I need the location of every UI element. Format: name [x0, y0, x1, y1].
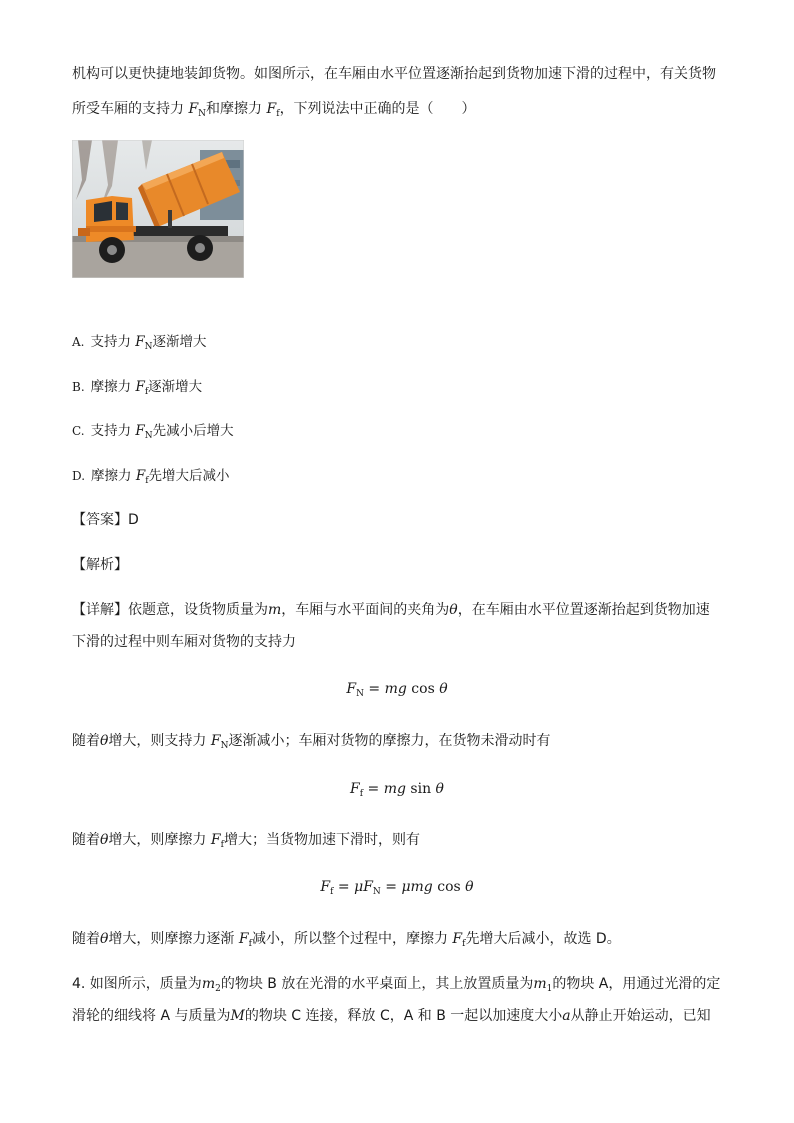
answer-value: D [128, 512, 139, 528]
paragraph-2: 随着θ增大，则支持力 $F_N$逐渐减小；车厢对货物的摩擦力，在货物未滑动时有 [72, 733, 551, 751]
text-segment: 所受车厢的支持力 [72, 101, 189, 117]
equation-3: $F_f = \mu F_N = \mu mg$ cos θ [320, 879, 474, 897]
equation-2: $F_f$ = mg sin θ [350, 781, 444, 799]
option-d[interactable]: D. 摩擦力 $F_f$先增大后减小 [72, 468, 230, 486]
detail-line-1: 【详解】依题意，设货物质量为m，车厢与水平面间的夹角为θ，在车厢由水平位置逐渐抬起到货物加速 [72, 602, 710, 618]
answer-label: 【答案】 [72, 512, 128, 528]
equation-1: $F_N$ = mg cos θ [346, 681, 448, 699]
text-segment: ，下列说法中正确的是（ ） [279, 101, 476, 117]
option-a[interactable]: A. 支持力 $F_N$逐渐增大 [72, 334, 207, 352]
symbol-FN: $F_N$ [188, 101, 207, 119]
text-segment: 和摩擦力 [206, 101, 267, 117]
question-3-line-1: 机构可以更快捷地装卸货物。如图所示，在车厢由水平位置逐渐抬起到货物加速下滑的过程中，有关货物 [72, 66, 716, 82]
dump-truck-photo [72, 140, 244, 278]
option-c[interactable]: C. 支持力 $F_N$先减小后增大 [72, 423, 234, 441]
option-b[interactable]: B. 摩擦力 $F_f$逐渐增大 [72, 379, 203, 397]
detail-line-2: 下滑的过程中则车厢对货物的支持力 [72, 634, 296, 650]
answer-line [72, 510, 139, 530]
paragraph-3: 随着θ增大，则摩擦力 $F_f$增大；当货物加速下滑时，则有 [72, 832, 420, 850]
symbol-Ff: $F_f$ [266, 101, 280, 119]
question-3-line-2 [72, 99, 476, 124]
question-4-line-2: 滑轮的细线将 A 与质量为M的物块 C 连接，释放 C，A 和 B 一起以加速度大小a从静止开始运动，已知 [72, 1008, 711, 1024]
analysis-label: 【解析】 [72, 557, 128, 573]
paragraph-4: 随着θ增大，则摩擦力逐渐 $F_f$减小，所以整个过程中，摩擦力 $F_f$先增大后减小，故选 D。 [72, 931, 621, 949]
question-4-line-1: 4. 如图所示，质量为$m_2$的物块 B 放在光滑的水平桌面上，其上放置质量为$m_1$的物块 A，用通过光滑的定 [72, 976, 721, 994]
